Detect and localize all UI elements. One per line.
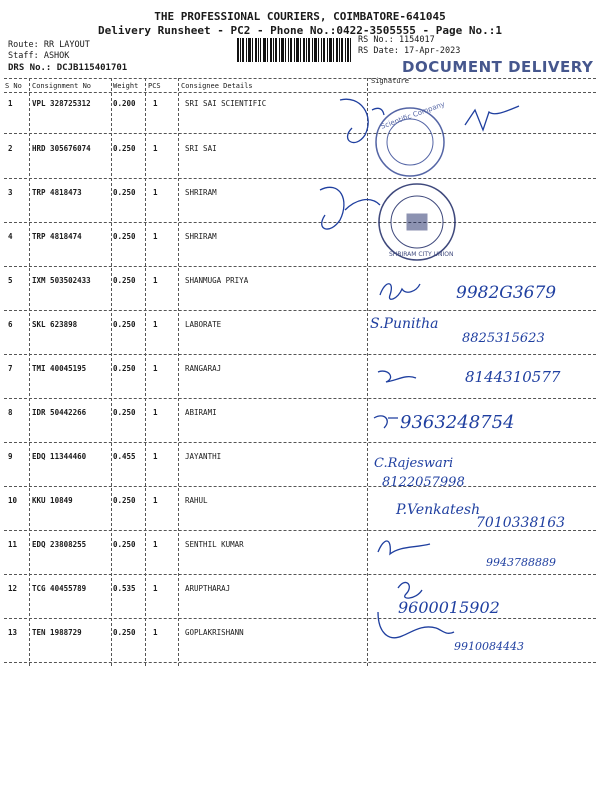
- row-consignment-no: IDR 50442266: [32, 408, 87, 417]
- row-pcs: 1: [153, 540, 158, 549]
- row-pcs: 1: [153, 584, 158, 593]
- col-header-pcs: PCS: [148, 82, 161, 90]
- row-divider: [4, 310, 596, 311]
- row6-phone: 8825315623: [462, 331, 545, 346]
- row-consignee: SHANMUGA PRIYA: [185, 276, 249, 285]
- row-pcs: 1: [153, 232, 158, 241]
- row-divider: [4, 662, 596, 663]
- row-consignment-no: EDQ 11344460: [32, 452, 87, 461]
- row-consignee: JAYANTHI: [185, 452, 222, 461]
- row10-name: P.Venkatesh: [396, 502, 481, 518]
- row-weight: 0.250: [113, 364, 136, 373]
- row-sno: 10: [8, 496, 18, 505]
- row11-phone: 9943788889: [486, 556, 556, 569]
- row-divider: [4, 266, 596, 267]
- col-header-sno: S No: [5, 82, 22, 90]
- row-sno: 1: [8, 99, 13, 108]
- table-header-border: [4, 92, 596, 93]
- drs-number: DRS No.: DCJB115401701: [8, 63, 128, 73]
- row-consignment-no: TRP 4818473: [32, 188, 82, 197]
- row9-name: C.Rajeswari: [374, 456, 454, 471]
- col-divider: [29, 78, 30, 666]
- row-pcs: 1: [153, 496, 158, 505]
- row-consignee: SRI SAI: [185, 144, 217, 153]
- row-divider: [4, 222, 596, 223]
- row-consignee: SHRIRAM: [185, 188, 217, 197]
- row-sno: 9: [8, 452, 13, 461]
- row-sno: 2: [8, 144, 13, 153]
- row-consignee: SHRIRAM: [185, 232, 217, 241]
- rs-date: RS Date: 17-Apr-2023: [358, 46, 461, 56]
- col-divider: [145, 78, 146, 666]
- row10-phone: 7010338163: [476, 515, 566, 531]
- row-divider: [4, 178, 596, 179]
- col-header-consignee: Consignee Details: [181, 82, 253, 90]
- row-pcs: 1: [153, 276, 158, 285]
- col-divider: [111, 78, 112, 666]
- row-divider: [4, 133, 596, 134]
- row-weight: 0.250: [113, 540, 136, 549]
- row-divider: [4, 354, 596, 355]
- row-consignee: RAHUL: [185, 496, 208, 505]
- row-pcs: 1: [153, 408, 158, 417]
- row-weight: 0.250: [113, 232, 136, 241]
- row-sno: 12: [8, 584, 18, 593]
- row-sno: 3: [8, 188, 13, 197]
- row-pcs: 1: [153, 188, 158, 197]
- row-sno: 5: [8, 276, 13, 285]
- row9-phone: 8122057998: [382, 475, 465, 490]
- row-sno: 8: [8, 408, 13, 417]
- row-divider: [4, 618, 596, 619]
- row-consignee: SRI SAI SCIENTIFIC: [185, 99, 267, 108]
- row-consignee: LABORATE: [185, 320, 222, 329]
- row-sno: 4: [8, 232, 13, 241]
- row5-phone: 9982G3679: [456, 283, 557, 303]
- row-consignee: RANGARAJ: [185, 364, 222, 373]
- row-consignee: SENTHIL KUMAR: [185, 540, 244, 549]
- row-consignment-no: KKU 10849: [32, 496, 73, 505]
- row-weight: 0.250: [113, 144, 136, 153]
- table-top-border: [4, 78, 596, 79]
- row-pcs: 1: [153, 628, 158, 637]
- row-divider: [4, 486, 596, 487]
- col-header-consignment: Consignment No: [32, 82, 92, 90]
- row-consignment-no: TRP 4818474: [32, 232, 82, 241]
- col-divider: [367, 78, 368, 666]
- row-pcs: 1: [153, 320, 158, 329]
- row6-name: S.Punitha: [370, 316, 439, 332]
- row-weight: 0.250: [113, 496, 136, 505]
- company-seal-icon: [376, 100, 446, 176]
- row-consignment-no: VPL 328725312: [32, 99, 91, 108]
- row-sno: 11: [8, 540, 18, 549]
- row8-phone: 9363248754: [400, 412, 515, 433]
- row13-phone: 9910084443: [454, 640, 524, 653]
- row-consignment-no: EDQ 23808255: [32, 540, 87, 549]
- col-header-signature: Signature: [371, 77, 409, 85]
- row-consignment-no: TMI 40045195: [32, 364, 87, 373]
- rs-number: RS No.: 1154017: [358, 35, 435, 45]
- row-pcs: 1: [153, 99, 158, 108]
- row-pcs: 1: [153, 452, 158, 461]
- barcode-icon: [237, 38, 351, 62]
- svg-text:SHRIRAM CITY UNION: SHRIRAM CITY UNION: [389, 251, 454, 258]
- document-title: THE PROFESSIONAL COURIERS, COIMBATORE-641045: [154, 10, 446, 23]
- row-divider: [4, 442, 596, 443]
- row-weight: 0.250: [113, 276, 136, 285]
- row7-phone: 8144310577: [465, 368, 561, 386]
- row12-phone: 9600015902: [398, 598, 500, 617]
- row-consignment-no: IXM 503502433: [32, 276, 91, 285]
- document-delivery-stamp: DOCUMENT DELIVERY: [402, 58, 594, 76]
- row-consignment-no: TCG 40455789: [32, 584, 87, 593]
- svg-text:Scientific Company: Scientific Company: [379, 100, 446, 131]
- col-divider: [178, 78, 179, 666]
- row-sno: 6: [8, 320, 13, 329]
- row-pcs: 1: [153, 144, 158, 153]
- row-weight: 0.250: [113, 628, 136, 637]
- row-weight: 0.535: [113, 584, 136, 593]
- row-consignment-no: HRD 305676074: [32, 144, 91, 153]
- row-consignment-no: TEN 1988729: [32, 628, 82, 637]
- row-consignment-no: SKL 623898: [32, 320, 78, 329]
- row-sno: 13: [8, 628, 18, 637]
- col-header-weight: Weight: [113, 82, 139, 90]
- staff-label: Staff: ASHOK: [8, 51, 70, 61]
- row-consignee: ABIRAMI: [185, 408, 217, 417]
- row-divider: [4, 574, 596, 575]
- route-label: Route: RR LAYOUT: [8, 40, 90, 50]
- document-subtitle: Delivery Runsheet - PC2 - Phone No.:0422-3505555 - Page No.:1: [98, 24, 502, 37]
- row-consignee: ARUPTHARAJ: [185, 584, 231, 593]
- row-weight: 0.250: [113, 188, 136, 197]
- row-sno: 7: [8, 364, 13, 373]
- row-pcs: 1: [153, 364, 158, 373]
- row-weight: 0.455: [113, 452, 136, 461]
- row-divider: [4, 398, 596, 399]
- row-weight: 0.200: [113, 99, 136, 108]
- row-weight: 0.250: [113, 408, 136, 417]
- row-weight: 0.250: [113, 320, 136, 329]
- row-consignee: GOPLAKRISHANN: [185, 628, 244, 637]
